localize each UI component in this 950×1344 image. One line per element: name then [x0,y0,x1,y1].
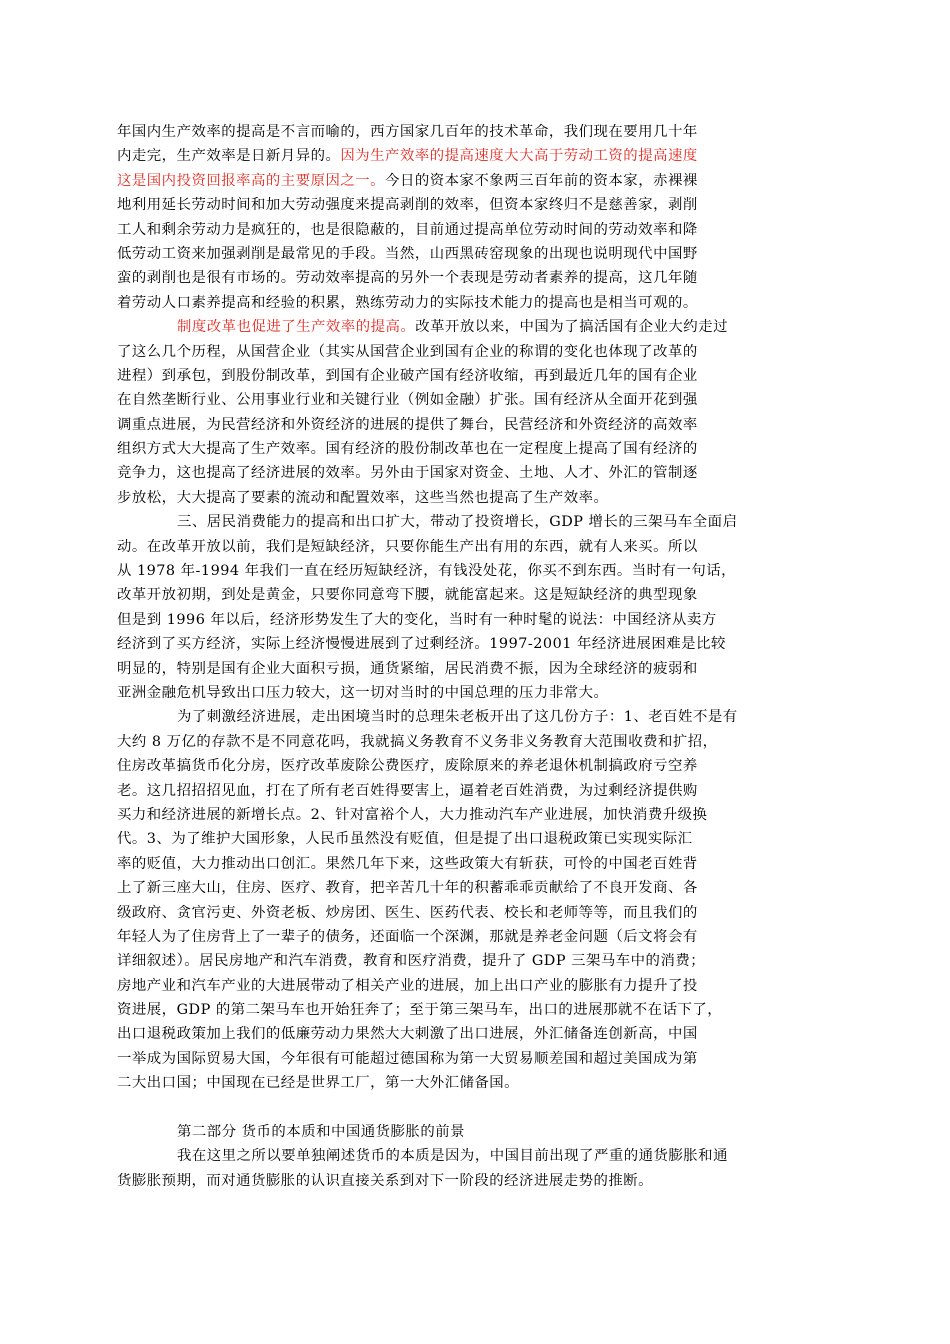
body-text: 内走完，生产效率是日新月异的。 [117,148,341,165]
body-text: 第二部分 货币的本质和中国通货膨胀的前景 [177,1124,465,1141]
body-text: 着劳动人口素养提高和经验的积累，熟练劳动力的实际技术能力的提高也是相当可观的。 [117,294,698,311]
text-line [117,852,813,876]
body-text: 经济到了买方经济，实际上经济慢慢进展到了过剩经济。1997-2001 年经济进展困难是比较 [117,636,726,653]
body-text: 代。3、为了维护大国形象，人民币虽然没有贬值，但是提了出口退税政策已实现实际汇 [117,831,693,848]
text-line [117,1120,813,1144]
highlighted-text: 这是国内投资回报率高的主要原因之一。 [117,172,386,189]
text-line [117,901,813,925]
text-line [117,730,813,754]
body-text: 动。在改革开放以前，我们是短缺经济，只要你能生产出有用的东西，就有人来买。所以 [117,538,698,555]
text-line [117,242,813,266]
body-text: 改革开放初期，到处是黄金，只要你同意弯下腰，就能富起来。这是短缺经济的典型现象 [117,587,698,604]
body-text: 上了新三座大山，住房、医疗、教育，把辛苦几十年的积蓄乖乖贡献给了不良开发商、各 [117,880,698,897]
body-text: 进程）到承包，到股份制改革，到国有企业破产国有经济收缩，再到最近几年的国有企业 [117,367,698,384]
text-line [117,949,813,973]
body-text: 货膨胀预期，而对通货膨胀的认识直接关系到对下一阶段的经济进展走势的推断。 [117,1172,654,1189]
text-line [117,1047,813,1071]
body-text: 为了刺激经济进展，走出困境当时的总理朱老板开出了这几份方子：1、老百姓不是有 [177,709,738,726]
text-line [117,803,813,827]
text-line [117,193,813,217]
para-money-essence [117,1144,813,1193]
para-institutional-reform [117,315,813,510]
body-text: 在自然垄断行业、公用事业行业和关键行业（例如金融）扩张。国有经济从全面开花到强 [117,392,698,409]
text-line [117,1169,813,1193]
text-line [117,608,813,632]
text-line [117,632,813,656]
body-text: 但是到 1996 年以后，经济形势发生了大的变化，当时有一种时髦的说法：中国经济从卖方 [117,611,717,628]
para-productivity [117,120,813,315]
body-text: 率的贬值，大力推动出口创汇。果然几年下来，这些政策大有斩获，可怜的中国老百姓背 [117,855,698,872]
text-line [117,974,813,998]
text-line [117,340,813,364]
body-text: 年轻人为了住房背上了一辈子的债务，还面临一个深渊，那就是养老金问题（后文将会有 [117,928,698,945]
para-consumption-export [117,510,813,705]
text-line [117,388,813,412]
text-line [117,218,813,242]
text-line [117,681,813,705]
text-line [117,364,813,388]
text-line [117,657,813,681]
highlighted-text: 因为生产效率的提高速度大大高于劳动工资的提高速度 [340,148,698,165]
body-text: 组织方式大大提高了生产效率。国有经济的股份制改革也在一定程度上提高了国有经济的 [117,441,698,458]
body-text: 亚洲金融危机导致出口压力较大，这一切对当时的中国总理的压力非常大。 [117,684,609,701]
body-text: 今日的资本家不象两三百年前的资本家，赤裸裸 [385,172,698,189]
body-text: 蛮的剥削也是很有市场的。劳动效率提高的另外一个表现是劳动者素养的提高，这几年随 [117,270,698,287]
body-text: 三、居民消费能力的提高和出口扩大，带动了投资增长，GDP 增长的三架马车全面启 [177,514,738,531]
text-line [117,583,813,607]
body-text: 一举成为国际贸易大国，今年很有可能超过德国称为第一大贸易顺差国和超过美国成为第 [117,1050,698,1067]
body-text: 住房改革搞货币化分房，医疗改革废除公费医疗，废除原来的养老退休机制搞政府亏空养 [117,758,698,775]
text-line [117,486,813,510]
text-line [117,266,813,290]
body-text: 低劳动工资来加强剥削是最常见的手段。当然，山西黑砖窑现象的出现也说明现代中国野 [117,245,698,262]
document-body [117,120,813,1193]
text-line [117,1144,813,1168]
text-line [117,535,813,559]
body-text: 竞争力，这也提高了经济进展的效率。另外由于国家对资金、土地、人才、外汇的管制逐 [117,465,698,482]
para-stimulus-policies [117,705,813,1095]
text-line [117,998,813,1022]
body-text: 出口退税政策加上我们的低廉劳动力果然大大刺激了出口进展，外汇储备连创新高，中国 [117,1026,698,1043]
text-line [117,291,813,315]
text-line [117,705,813,729]
text-line [117,779,813,803]
text-line [117,754,813,778]
body-text: 地利用延长劳动时间和加大劳动强度来提高剥削的效率，但资本家终归不是慈善家，剥削 [117,197,698,214]
text-line [117,510,813,534]
body-text: 调重点进展，为民营经济和外资经济的进展的提供了舞台，民营经济和外资经济的高效率 [117,416,698,433]
body-text: 年国内生产效率的提高是不言而喻的，西方国家几百年的技术革命，我们现在要用几十年 [117,124,698,140]
section-heading-part2 [117,1120,813,1144]
text-line [117,169,813,193]
text-line [117,413,813,437]
text-line [117,876,813,900]
body-text: 二大出口国；中国现在已经是世界工厂，第一大外汇储备国。 [117,1075,520,1092]
text-line [117,925,813,949]
body-text: 步放松，大大提高了要素的流动和配置效率，这些当然也提高了生产效率。 [117,489,609,506]
text-line [117,1071,813,1095]
body-text: 买力和经济进展的新增长点。2、针对富裕个人，大力推动汽车产业进展，加快消费升级换 [117,806,708,823]
body-text: 详细叙述）。居民房地产和汽车消费，教育和医疗消费，提升了 GDP 三架马车中的消费； [117,953,706,970]
text-line [117,827,813,851]
body-text: 了这么几个历程，从国营企业（其实从国营企业到国有企业的称谓的变化也体现了改革的 [117,343,698,360]
text-line [117,559,813,583]
highlighted-text: 制度改革也促进了生产效率的提高。 [177,319,416,336]
text-line [117,1022,813,1046]
text-line [117,144,813,168]
body-text: 明显的，特别是国有企业大面积亏损，通货紧缩，居民消费不振，因为全球经济的疲弱和 [117,660,698,677]
body-text: 大约 8 万亿的存款不是不同意花吗，我就搞义务教育不义务非义务教育大范围收费和扩招， [117,733,718,750]
text-line [117,120,813,144]
paragraph-gap [117,1096,813,1120]
body-text: 我在这里之所以要单独阐述货币的本质是因为，中国目前出现了严重的通货膨胀和通 [177,1148,728,1165]
body-text: 资进展，GDP 的第二架马车也开始狂奔了；至于第三架马车，出口的进展那就不在话下了， [117,1002,723,1019]
text-line [117,437,813,461]
body-text: 从 1978 年-1994 年我们一直在经历短缺经济，有钱没处花，你买不到东西。当时有一句话， [117,563,737,580]
text-line [117,315,813,339]
body-text: 改革开放以来，中国为了搞活国有企业大约走过 [415,319,728,336]
body-text: 级政府、贪官污吏、外资老板、炒房团、医生、医药代表、校长和老师等等，而且我们的 [117,904,698,921]
text-line [117,461,813,485]
body-text: 房地产业和汽车产业的大进展带动了相关产业的进展，加上出口产业的膨胀有力提升了投 [117,977,698,994]
body-text: 工人和剩余劳动力是疯狂的，也是很隐蔽的，目前通过提高单位劳动时间的劳动效率和降 [117,221,698,238]
body-text: 老。这几招招招见血，打在了所有老百姓得要害上，逼着老百姓消费，为过剩经济提供购 [117,782,698,799]
